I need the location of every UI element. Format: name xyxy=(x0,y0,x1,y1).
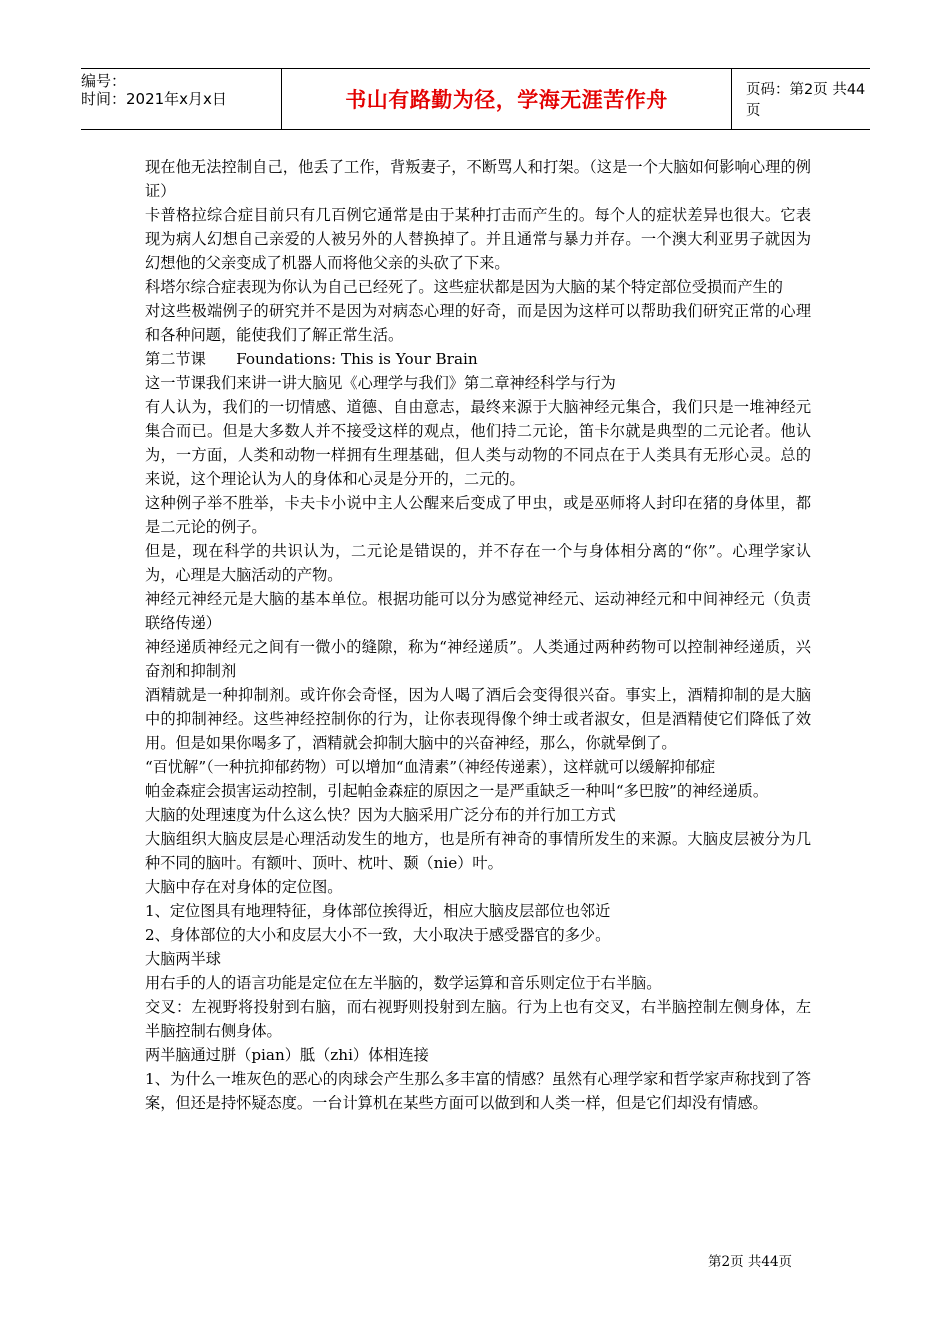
body-paragraph: 大脑组织大脑皮层是心理活动发生的地方，也是所有神奇的事情所发生的来源。大脑皮层被分为几种不同的脑叶。有额叶、顶叶、枕叶、颞（nie）叶。 xyxy=(145,830,811,872)
body-paragraph: 两半脑通过胼（pian）胝（zhi）体相连接 xyxy=(145,1046,429,1064)
body-paragraph: 交叉：左视野将投射到右脑，而右视野则投射到左脑。行为上也有交叉，右半脑控制左侧身体，左半脑控制右侧身体。 xyxy=(145,998,811,1040)
body-paragraph: 大脑的处理速度为什么这么快？因为大脑采用广泛分布的并行加工方式 xyxy=(145,806,616,824)
body-paragraph: 用右手的人的语言功能是定位在左半脑的，数学运算和音乐则定位于右半脑。 xyxy=(145,974,662,992)
body-paragraph: 卡普格拉综合症目前只有几百例它通常是由于某种打击而产生的。每个人的症状差异也很大。它表现为病人幻想自己亲爱的人被另外的人替换掉了。并且通常与暴力并存。一个澳大利亚男子就因为幻想他的父亲变成了机器人而将他父亲的头砍了下来。 xyxy=(145,206,811,272)
document-time-label: 时间：2021年x月x日 xyxy=(81,90,227,108)
body-paragraph: 这一节课我们来讲一讲大脑见《心理学与我们》第二章神经科学与行为 xyxy=(145,374,616,392)
body-paragraph: 大脑两半球 xyxy=(145,950,221,968)
body-paragraph: 神经元神经元是大脑的基本单位。根据功能可以分为感觉神经元、运动神经元和中间神经元（负责联络传递） xyxy=(145,590,811,632)
header-meta xyxy=(81,69,281,129)
body-paragraph: 这种例子举不胜举，卡夫卡小说中主人公醒来后变成了甲虫，或是巫师将人封印在猪的身体里，都是二元论的例子。 xyxy=(145,494,811,536)
header-page-info: 页码：第2页 共44页 xyxy=(746,82,866,119)
list-item: 1、为什么一堆灰色的恶心的肉球会产生那么多丰富的情感？虽然有心理学家和哲学家声称找到了答案，但还是持怀疑态度。一台计算机在某些方面可以做到和人类一样，但是它们却没有情感。 xyxy=(145,1070,811,1112)
list-item: 1、定位图具有地理特征，身体部位挨得近，相应大脑皮层部位也邻近 xyxy=(145,902,611,920)
body-paragraph: 大脑中存在对身体的定位图。 xyxy=(145,878,343,896)
body-paragraph: 神经递质神经元之间有一微小的缝隙，称为“神经递质”。人类通过两种药物可以控制神经递质，兴奋剂和抑制剂 xyxy=(145,638,811,680)
body-paragraph: “百忧解”（一种抗抑郁药物）可以增加“血清素”（神经传递素），这样就可以缓解抑郁症 xyxy=(145,758,716,776)
header-motto: 书山有路勤为径，学海无涯苦作舟 xyxy=(281,69,732,129)
document-body xyxy=(145,155,811,1115)
page-footer: 第2页 共44页 xyxy=(708,1254,793,1270)
body-paragraph: 酒精就是一种抑制剂。或许你会奇怪，因为人喝了酒后会变得很兴奋。事实上，酒精抑制的是大脑中的抑制神经。这些神经控制你的行为，让你表现得像个绅士或者淑女，但是酒精使它们降低了效用。但是如果你喝多了，酒精就会抑制大脑中的兴奋神经，那么，你就晕倒了。 xyxy=(145,686,811,752)
list-item: 2、身体部位的大小和皮层大小不一致，大小取决于感受器官的多少。 xyxy=(145,926,611,944)
document-number-label: 编号： xyxy=(81,72,127,90)
body-paragraph: 但是，现在科学的共识认为，二元论是错误的，并不存在一个与身体相分离的“你”。心理学家认为，心理是大脑活动的产物。 xyxy=(145,542,811,584)
section-heading: 第二节课 Foundations: This is Your Brain xyxy=(145,350,478,368)
body-paragraph: 有人认为，我们的一切情感、道德、自由意志，最终来源于大脑神经元集合，我们只是一堆神经元集合而已。但是大多数人并不接受这样的观点，他们持二元论，笛卡尔就是典型的二元论者。他认为，一方面，人类和动物一样拥有生理基础，但人类与动物的不同点在于人类具有无形心灵。总的来说，这个理论认为人的身体和心灵是分开的，二元的。 xyxy=(145,398,811,488)
page-header xyxy=(81,68,870,130)
body-paragraph: 对这些极端例子的研究并不是因为对病态心理的好奇，而是因为这样可以帮助我们研究正常的心理和各种问题，能使我们了解正常生活。 xyxy=(145,302,811,344)
body-paragraph: 帕金森症会损害运动控制，引起帕金森症的原因之一是严重缺乏一种叫“多巴胺”的神经递质。 xyxy=(145,782,769,800)
body-paragraph: 科塔尔综合症表现为你认为自己已经死了。这些症状都是因为大脑的某个特定部位受损而产生的 xyxy=(145,278,783,296)
body-paragraph: 现在他无法控制自己，他丢了工作，背叛妻子，不断骂人和打架。（这是一个大脑如何影响心理的例证） xyxy=(145,158,811,200)
